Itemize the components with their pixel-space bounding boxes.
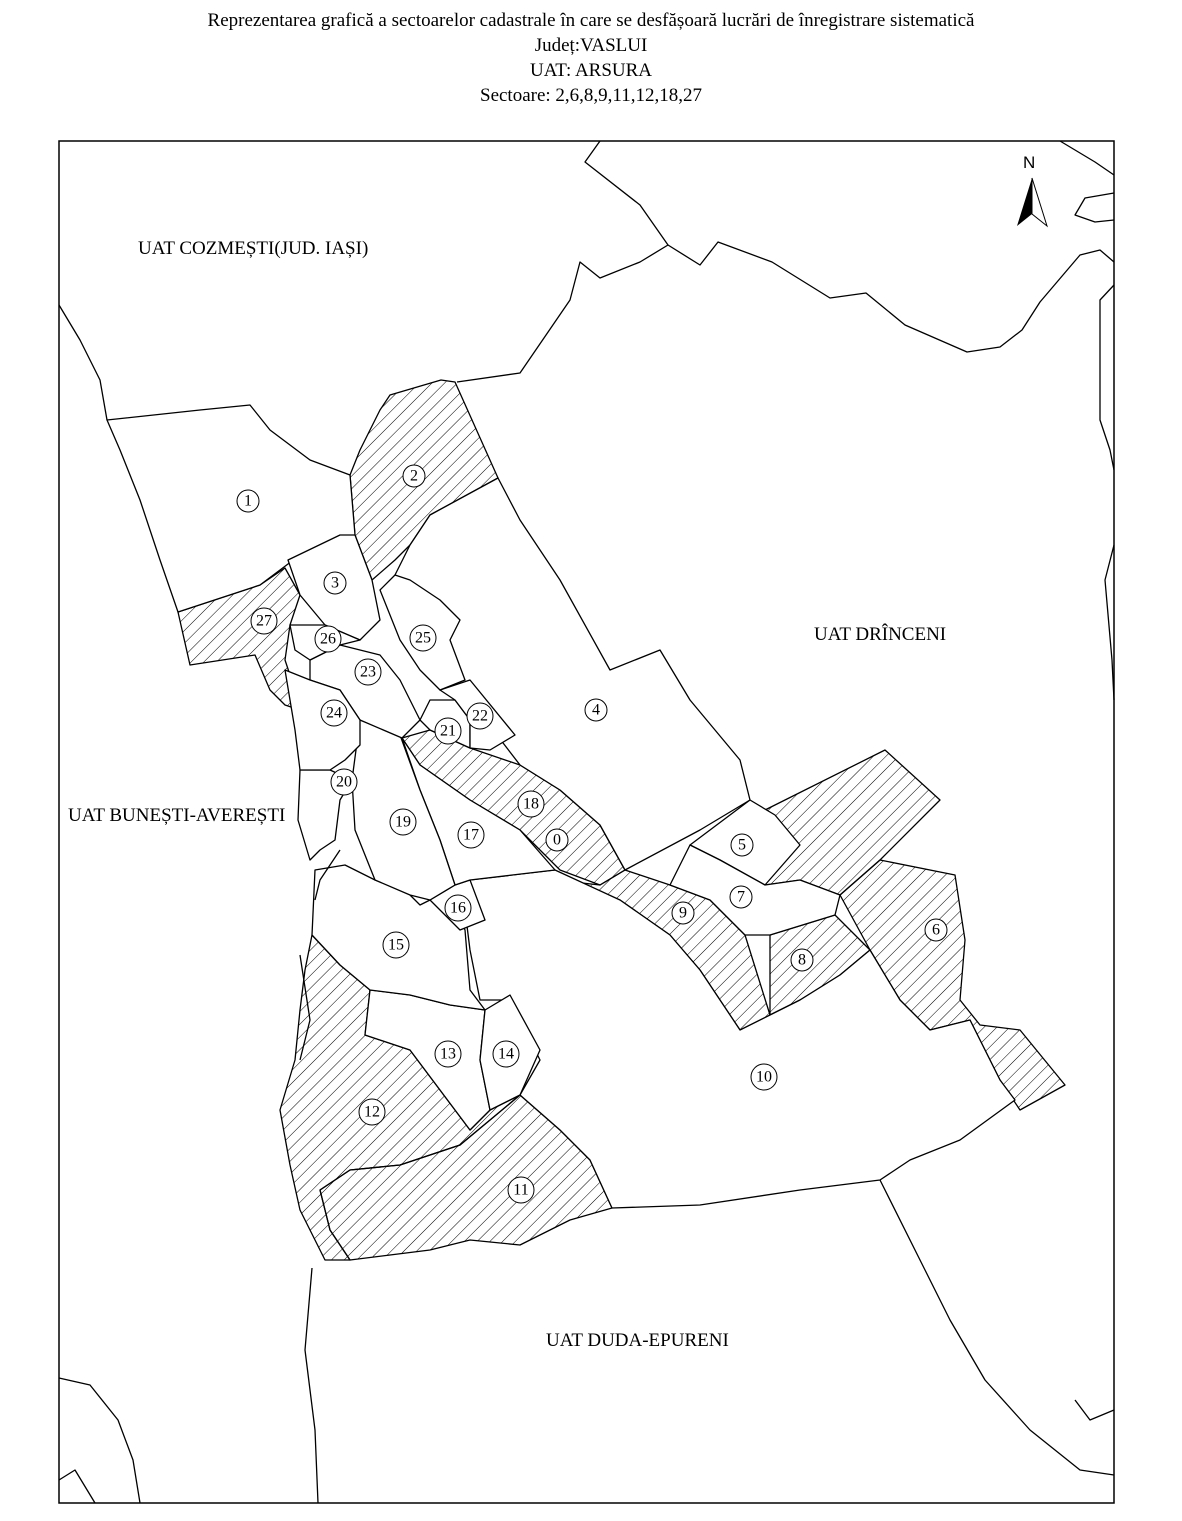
- svg-text:13: 13: [440, 1045, 456, 1063]
- county-line: Județ:VASLUI: [534, 35, 648, 56]
- svg-text:1: 1: [244, 492, 252, 510]
- svg-text:15: 15: [388, 936, 404, 954]
- sectors-line: Sectoare: 2,6,8,9,11,12,18,27: [480, 85, 702, 106]
- svg-text:0: 0: [553, 831, 561, 849]
- north-arrow-left-half: [1017, 178, 1032, 226]
- svg-text:8: 8: [798, 951, 806, 969]
- svg-text:18: 18: [523, 795, 539, 813]
- sector-label-1: [237, 490, 259, 512]
- svg-text:6: 6: [932, 921, 940, 939]
- sector-label-8: [791, 949, 813, 971]
- svg-text:2: 2: [410, 467, 418, 485]
- svg-text:10: 10: [756, 1068, 772, 1086]
- svg-text:9: 9: [679, 904, 687, 922]
- sector-label-18: [518, 791, 544, 817]
- svg-text:20: 20: [336, 773, 352, 791]
- sector-label-22: [467, 703, 493, 729]
- svg-text:7: 7: [737, 888, 745, 906]
- sector-label-21: [435, 718, 461, 744]
- north-arrow-right-half: [1032, 178, 1047, 226]
- sector-label-23: [355, 659, 381, 685]
- svg-text:3: 3: [331, 574, 339, 592]
- svg-text:14: 14: [498, 1045, 514, 1063]
- sector-label-27: [251, 608, 277, 634]
- sector-label-7: [730, 886, 752, 908]
- svg-text:5: 5: [738, 836, 746, 854]
- svg-text:22: 22: [472, 707, 488, 725]
- sector-label-13: [435, 1041, 461, 1067]
- sector-label-4: [585, 699, 607, 721]
- sector-label-24: [321, 700, 347, 726]
- svg-text:11: 11: [513, 1181, 529, 1199]
- sector-label-3: [324, 572, 346, 594]
- sector-label-16: [445, 895, 471, 921]
- sector-label-11: [508, 1177, 534, 1203]
- sector-label-12: [359, 1099, 385, 1125]
- map-title: Reprezentarea grafică a sectoarelor cadastrale în care se desfășoară lucrări de înregistrare sistematică: [207, 10, 975, 31]
- sector-label-2: [403, 465, 425, 487]
- svg-text:24: 24: [326, 704, 342, 722]
- svg-text:27: 27: [256, 612, 272, 630]
- svg-text:12: 12: [364, 1103, 380, 1121]
- sector-label-26: [315, 626, 341, 652]
- sector-label-20: [331, 769, 357, 795]
- label-uat-bunesti-averesti: UAT BUNEȘTI-AVEREȘTI: [68, 805, 286, 826]
- north-arrow: [1017, 153, 1047, 226]
- sector-label-9: [672, 902, 694, 924]
- svg-text:26: 26: [320, 630, 336, 648]
- svg-text:4: 4: [592, 701, 600, 719]
- sector-label-10: [751, 1064, 777, 1090]
- sector-label-5: [731, 834, 753, 856]
- label-uat-cozmesti: UAT COZMEȘTI(JUD. IAȘI): [138, 238, 369, 259]
- svg-text:17: 17: [463, 826, 479, 844]
- north-arrow-label: N: [1023, 153, 1036, 172]
- sector-label-14: [493, 1041, 519, 1067]
- label-uat-duda-epureni: UAT DUDA-EPURENI: [546, 1330, 729, 1351]
- svg-text:25: 25: [415, 629, 431, 647]
- svg-text:16: 16: [450, 899, 466, 917]
- sector-label-19: [390, 809, 416, 835]
- sector-label-0: [546, 829, 568, 851]
- svg-text:23: 23: [360, 663, 376, 681]
- svg-text:21: 21: [440, 722, 456, 740]
- sector-label-25: [410, 625, 436, 651]
- svg-text:19: 19: [395, 813, 411, 831]
- label-uat-drinceni: UAT DRÎNCENI: [814, 624, 947, 645]
- sector-label-15: [383, 932, 409, 958]
- sector-label-6: [925, 919, 947, 941]
- sector-label-17: [458, 822, 484, 848]
- uat-line: UAT: ARSURA: [529, 60, 653, 81]
